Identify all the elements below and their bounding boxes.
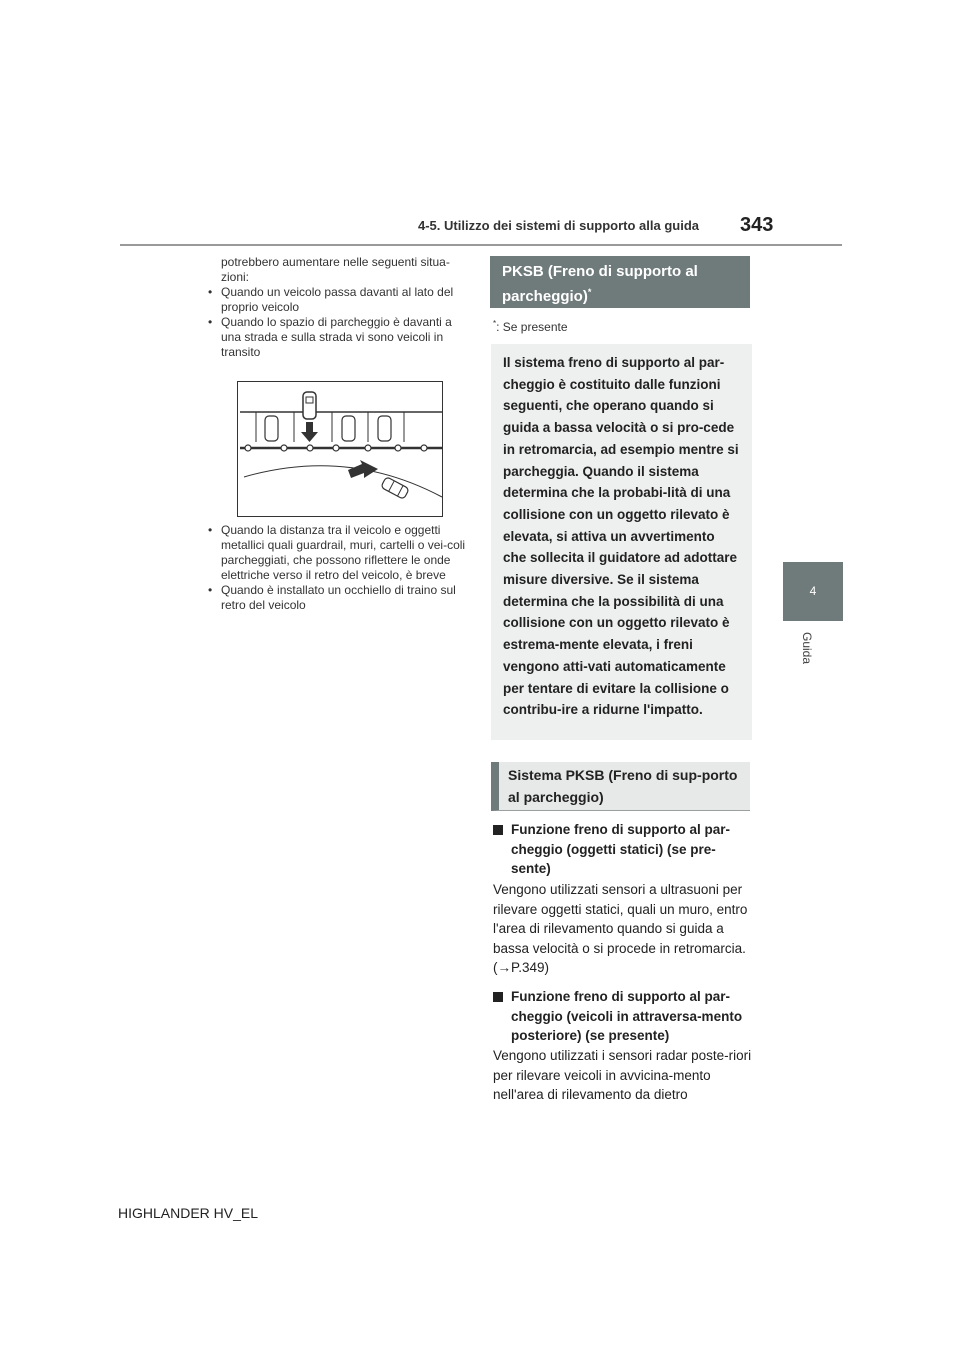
footnote-marker: *: [493, 319, 497, 328]
subsection-body: Vengono utilizzati sensori a ultrasuoni per rilevare oggetti statici, quali un muro, entro l'area di rilevamento quando si guida a bassa velocità o si procede in retromarcia. (→P.349): [493, 882, 748, 976]
chapter-tab: 4: [783, 562, 843, 621]
chapter-label: [797, 630, 827, 670]
intro-continuation: potrebbero aumentare nelle seguenti situa-zioni:: [221, 255, 450, 284]
summary-box: Il sistema freno di supporto al par-cheggio è costituito dalle funzioni seguenti, che operano quando si guida a bassa velocità o si pro-cede in retromarcia, ad esempio mentre si parcheggia. Quando il sistema determina che la probabi-lità di una collisione con un oggetto rilevato è elevata, si attiva un avvertimento che sollecita il guidatore ad adottare misure diversive. Se il sistema determina che la possibilità di una collisione con un oggetto rilevato è estrema-mente elevata, i freni vengono atti-vati automaticamente per tentare di evitare la collisione o contribu-ire a ridurne l'impatto.: [491, 344, 752, 740]
subsection-heading: Funzione freno di supporto al par-cheggio (veicoli in attraversa-mento posteriore) (se presente): [493, 987, 753, 1046]
parking-scene-drawing: [238, 382, 443, 517]
footnote-text: : Se presente: [496, 320, 568, 334]
left-column-bottom: [205, 523, 467, 613]
bullet-item: • Quando è installato un occhiello di traino sul retro del veicolo: [205, 583, 467, 613]
banner-marker: *: [587, 287, 592, 297]
approaching-car-icon: [381, 477, 410, 500]
approaching-arrow-icon: [348, 460, 378, 478]
bullet-item: • Quando un veicolo passa davanti al lato del proprio veicolo: [205, 285, 467, 315]
footer-model-code: HIGHLANDER HV_EL: [118, 1205, 259, 1221]
header-section-title: 4-5. Utilizzo dei sistemi di supporto alla guida: [418, 218, 699, 233]
bullet-item: • Quando la distanza tra il veicolo e oggetti metallici quali guardrail, muri, cartelli o vei-coli parcheggiati, che possono riflettere le onde elettriche verso il retro del veicolo, è breve: [205, 523, 467, 583]
reverse-arrow-icon: [301, 422, 318, 442]
section-heading: Sistema PKSB (Freno di sup-porto al parcheggio): [491, 762, 750, 811]
pksb-banner: [490, 256, 750, 308]
footnote: [493, 319, 568, 334]
own-vehicle-icon: [303, 392, 316, 419]
chapter-label-text: Guida: [800, 632, 814, 665]
subsection-body: Vengono utilizzati i sensori radar poste-riori per rilevare veicoli in avvicina-mento nell'area di rilevamento da dietro: [493, 1048, 752, 1103]
parking-illustration: [237, 381, 443, 517]
bullet-item: • Quando lo spazio di parcheggio è davanti a una strada e sulla strada vi sono veicoli in transito: [205, 315, 467, 360]
parked-car-icon: [265, 416, 391, 441]
banner-title: PKSB (Freno di supporto al parcheggio): [502, 263, 698, 305]
header-rule: [120, 244, 842, 246]
left-column-top: [205, 255, 467, 360]
page-number: 343: [740, 214, 774, 236]
subsection-heading: Funzione freno di supporto al par-cheggio (oggetti statici) (se pre-sente): [493, 820, 753, 879]
